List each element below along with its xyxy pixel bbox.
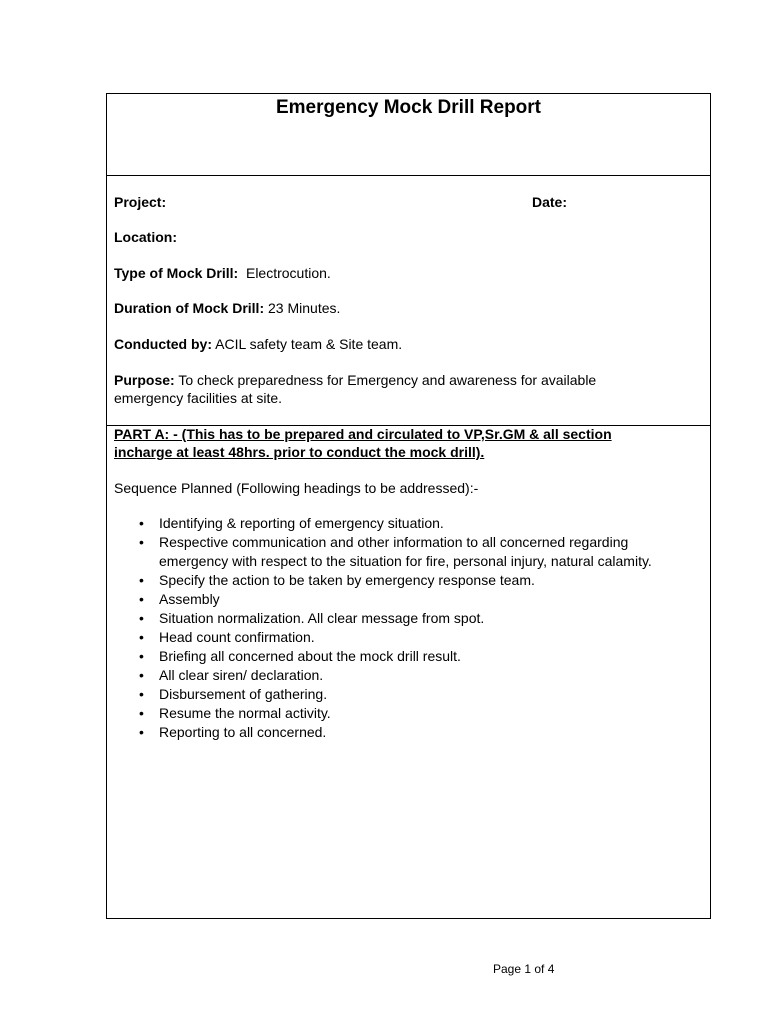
- bullet-icon: •: [139, 686, 144, 702]
- location-row: [114, 228, 700, 246]
- bullet-icon: •: [139, 724, 144, 740]
- conducted-value: ACIL safety team & Site team.: [215, 336, 403, 352]
- part-a-heading-line2: incharge at least 48hrs. prior to conduct the mock drill).: [114, 444, 485, 460]
- list-item: • Resume the normal activity.: [139, 705, 331, 721]
- bullet-icon: •: [139, 667, 144, 683]
- info-cell: [107, 175, 710, 426]
- purpose-value-line2: emergency facilities at site.: [114, 390, 283, 406]
- list-item: • Respective communication and other information to all concerned regarding emergency with respect to the situation for fire, personal injury, natural calamity.: [139, 534, 652, 569]
- duration-value: 23 Minutes.: [268, 300, 341, 316]
- sequence-intro: Sequence Planned (Following headings to be addressed):-: [114, 480, 479, 496]
- bullet-icon: •: [139, 610, 144, 626]
- purpose-value-line1: To check preparedness for Emergency and awareness for available: [178, 372, 597, 388]
- type-row: [114, 264, 700, 282]
- purpose-row: [114, 371, 700, 407]
- location-label: Location:: [114, 229, 177, 245]
- part-a-heading: [114, 425, 674, 461]
- bullet-icon: •: [139, 629, 144, 645]
- list-item: • Head count confirmation.: [139, 629, 315, 645]
- conducted-label: Conducted by:: [114, 336, 212, 352]
- report-table: [106, 93, 711, 919]
- list-item: • Disbursement of gathering.: [139, 686, 328, 702]
- list-item: • Briefing all concerned about the mock drill result.: [139, 648, 461, 664]
- bullet-icon: •: [139, 534, 144, 550]
- list-item: • Identifying & reporting of emergency situation.: [139, 515, 444, 531]
- page-number: Page 1 of 4: [493, 962, 555, 976]
- bullet-icon: •: [139, 591, 144, 607]
- list-item: • Specify the action to be taken by emergency response team.: [139, 572, 535, 588]
- list-item: • Situation normalization. All clear message from spot.: [139, 610, 485, 626]
- duration-row: [114, 299, 700, 317]
- project-row: [114, 193, 700, 211]
- bullet-icon: •: [139, 515, 144, 531]
- list-item: • Assembly: [139, 591, 220, 607]
- sequence-list: [139, 514, 699, 742]
- duration-label: Duration of Mock Drill:: [114, 300, 265, 316]
- report-title: Emergency Mock Drill Report: [275, 97, 542, 118]
- purpose-label: Purpose:: [114, 372, 175, 388]
- conducted-row: [114, 335, 700, 353]
- part-a-cell: [107, 425, 710, 918]
- project-label: Project:: [114, 194, 167, 210]
- type-label: Type of Mock Drill:: [114, 265, 239, 281]
- title-cell: [107, 94, 710, 176]
- date-label: Date:: [532, 194, 568, 210]
- part-a-heading-line1: PART A: - (This has to be prepared and circulated to VP,Sr.GM & all section: [114, 426, 612, 442]
- bullet-icon: •: [139, 572, 144, 588]
- list-item: • Reporting to all concerned.: [139, 724, 327, 740]
- type-value: Electrocution.: [245, 265, 331, 281]
- bullet-icon: •: [139, 648, 144, 664]
- bullet-icon: •: [139, 705, 144, 721]
- list-item: • All clear siren/ declaration.: [139, 667, 324, 683]
